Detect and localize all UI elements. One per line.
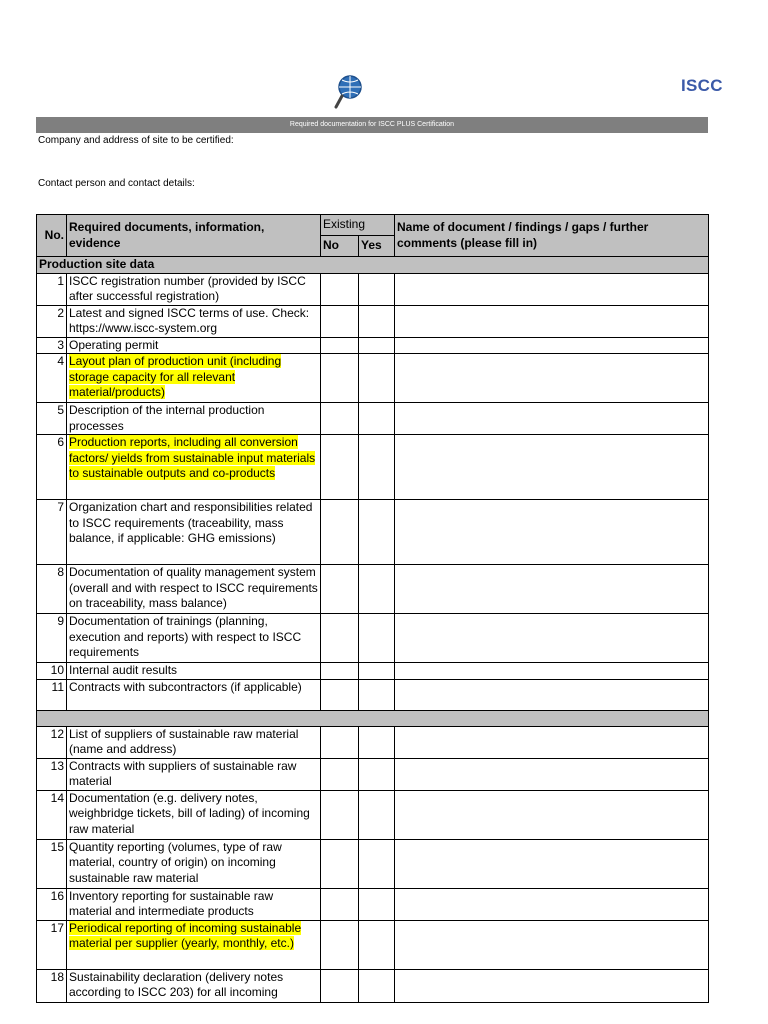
table-row — [37, 337, 709, 354]
row-number: 1 — [37, 273, 67, 305]
contact-person-label: Contact person and contact details: — [38, 178, 195, 189]
row-requirement: Documentation of quality management system (overall and with respect to ISCC requirements on traceability, mass balance) — [67, 565, 321, 614]
document-banner: Required documentation for ISCC PLUS Certification — [36, 117, 708, 133]
comments-cell[interactable] — [395, 273, 709, 305]
existing-yes-cell[interactable] — [359, 435, 395, 500]
row-number: 15 — [37, 839, 67, 888]
row-number: 18 — [37, 969, 67, 1002]
existing-no-cell[interactable] — [321, 969, 359, 1002]
existing-yes-cell[interactable] — [359, 679, 395, 710]
col-no-header: No. — [37, 215, 67, 257]
row-number: 14 — [37, 790, 67, 839]
comments-cell[interactable] — [395, 500, 709, 565]
existing-yes-cell[interactable] — [359, 839, 395, 888]
existing-no-cell[interactable] — [321, 273, 359, 305]
row-requirement: Organization chart and responsibilities related to ISCC requirements (traceability, mass balance, if applicable: GHG emissions) — [67, 500, 321, 565]
existing-yes-cell[interactable] — [359, 790, 395, 839]
row-requirement: Contracts with suppliers of sustainable raw material — [67, 758, 321, 790]
existing-yes-cell[interactable] — [359, 305, 395, 337]
row-requirement: Documentation of trainings (planning, execution and reports) with respect to ISCC requirements — [67, 614, 321, 663]
row-number: 6 — [37, 435, 67, 500]
row-number: 3 — [37, 337, 67, 354]
row-requirement: Quantity reporting (volumes, type of raw material, country of origin) on incoming sustainable raw material — [67, 839, 321, 888]
existing-no-cell[interactable] — [321, 565, 359, 614]
existing-no-cell[interactable] — [321, 888, 359, 920]
row-number: 11 — [37, 679, 67, 710]
existing-yes-cell[interactable] — [359, 726, 395, 758]
comments-cell[interactable] — [395, 337, 709, 354]
table-row — [37, 614, 709, 663]
existing-yes-cell[interactable] — [359, 969, 395, 1002]
globe-magnifier-icon — [334, 74, 364, 110]
col-required-header: Required documents, information, evidence — [67, 215, 321, 257]
row-requirement: Latest and signed ISCC terms of use. Check: https://www.iscc-system.org — [67, 305, 321, 337]
existing-no-cell[interactable] — [321, 337, 359, 354]
comments-cell[interactable] — [395, 614, 709, 663]
row-requirement: Documentation (e.g. delivery notes, weighbridge tickets, bill of lading) of incoming raw material — [67, 790, 321, 839]
table-row — [37, 305, 709, 337]
highlighted-requirement-text: Periodical reporting of incoming sustainable material per supplier (yearly, monthly, etc.) — [69, 920, 302, 950]
existing-yes-cell[interactable] — [359, 403, 395, 435]
existing-yes-cell[interactable] — [359, 500, 395, 565]
existing-no-cell[interactable] — [321, 839, 359, 888]
comments-cell[interactable] — [395, 305, 709, 337]
existing-yes-cell[interactable] — [359, 565, 395, 614]
logo-text: ISCC — [681, 76, 723, 95]
comments-cell[interactable] — [395, 403, 709, 435]
existing-yes-cell[interactable] — [359, 758, 395, 790]
row-number: 13 — [37, 758, 67, 790]
row-number: 2 — [37, 305, 67, 337]
existing-yes-cell[interactable] — [359, 273, 395, 305]
existing-no-cell[interactable] — [321, 726, 359, 758]
table-header-row — [37, 215, 709, 236]
row-requirement: Operating permit — [67, 337, 321, 354]
table-row — [37, 969, 709, 1002]
existing-yes-cell[interactable] — [359, 888, 395, 920]
table-row — [37, 663, 709, 680]
existing-no-cell[interactable] — [321, 679, 359, 710]
table-row — [37, 888, 709, 920]
existing-no-cell[interactable] — [321, 614, 359, 663]
section-production-site: Production site data — [37, 257, 709, 274]
highlighted-requirement-text: Production reports, including all conversion factors/ yields from sustainable input materials to sustainable outputs and co-products — [69, 435, 316, 480]
row-requirement: List of suppliers of sustainable raw material (name and address) — [67, 726, 321, 758]
iscc-logo — [334, 74, 723, 110]
existing-no-cell[interactable] — [321, 354, 359, 403]
table-row — [37, 500, 709, 565]
table-row — [37, 790, 709, 839]
row-number: 16 — [37, 888, 67, 920]
row-requirement — [67, 435, 321, 500]
comments-cell[interactable] — [395, 663, 709, 680]
existing-yes-cell[interactable] — [359, 663, 395, 680]
row-number: 4 — [37, 354, 67, 403]
table-row — [37, 435, 709, 500]
table-row — [37, 273, 709, 305]
row-number: 8 — [37, 565, 67, 614]
existing-no-cell[interactable] — [321, 920, 359, 969]
highlighted-requirement-text: Layout plan of production unit (including storage capacity for all relevant material/products) — [69, 354, 282, 399]
col-existing-no-header: No — [321, 236, 359, 257]
existing-no-cell[interactable] — [321, 663, 359, 680]
existing-no-cell[interactable] — [321, 790, 359, 839]
existing-yes-cell[interactable] — [359, 354, 395, 403]
table-row — [37, 565, 709, 614]
table-row — [37, 758, 709, 790]
comments-cell[interactable] — [395, 679, 709, 710]
existing-no-cell[interactable] — [321, 305, 359, 337]
comments-cell[interactable] — [395, 435, 709, 500]
comments-cell[interactable] — [395, 354, 709, 403]
existing-yes-cell[interactable] — [359, 920, 395, 969]
table-row — [37, 839, 709, 888]
existing-no-cell[interactable] — [321, 435, 359, 500]
table-row — [37, 726, 709, 758]
row-requirement: ISCC registration number (provided by ISCC after successful registration) — [67, 273, 321, 305]
comments-cell[interactable] — [395, 565, 709, 614]
table-row — [37, 920, 709, 969]
existing-yes-cell[interactable] — [359, 337, 395, 354]
row-requirement: Inventory reporting for sustainable raw material and intermediate products — [67, 888, 321, 920]
col-existing-header: Existing — [321, 215, 395, 236]
table-row — [37, 403, 709, 435]
existing-no-cell[interactable] — [321, 500, 359, 565]
comments-cell[interactable] — [395, 726, 709, 758]
row-requirement: Description of the internal production processes — [67, 403, 321, 435]
table-row — [37, 679, 709, 710]
row-requirement — [67, 920, 321, 969]
documentation-table — [36, 214, 709, 1003]
row-number: 9 — [37, 614, 67, 663]
row-requirement: Internal audit results — [67, 663, 321, 680]
table-row — [37, 354, 709, 403]
row-requirement — [67, 354, 321, 403]
row-number: 12 — [37, 726, 67, 758]
row-number: 17 — [37, 920, 67, 969]
existing-no-cell[interactable] — [321, 758, 359, 790]
existing-yes-cell[interactable] — [359, 614, 395, 663]
comments-cell[interactable] — [395, 969, 709, 1002]
company-address-label: Company and address of site to be certified: — [38, 135, 234, 146]
comments-cell[interactable] — [395, 790, 709, 839]
row-number: 5 — [37, 403, 67, 435]
col-comments-header: Name of document / findings / gaps / further comments (please fill in) — [395, 215, 709, 257]
row-requirement: Sustainability declaration (delivery notes according to ISCC 203) for all incoming — [67, 969, 321, 1002]
existing-no-cell[interactable] — [321, 403, 359, 435]
row-number: 10 — [37, 663, 67, 680]
comments-cell[interactable] — [395, 888, 709, 920]
section-raw-material — [37, 710, 709, 726]
comments-cell[interactable] — [395, 839, 709, 888]
row-number: 7 — [37, 500, 67, 565]
row-requirement: Contracts with subcontractors (if applicable) — [67, 679, 321, 710]
comments-cell[interactable] — [395, 758, 709, 790]
comments-cell[interactable] — [395, 920, 709, 969]
col-existing-yes-header: Yes — [359, 236, 395, 257]
